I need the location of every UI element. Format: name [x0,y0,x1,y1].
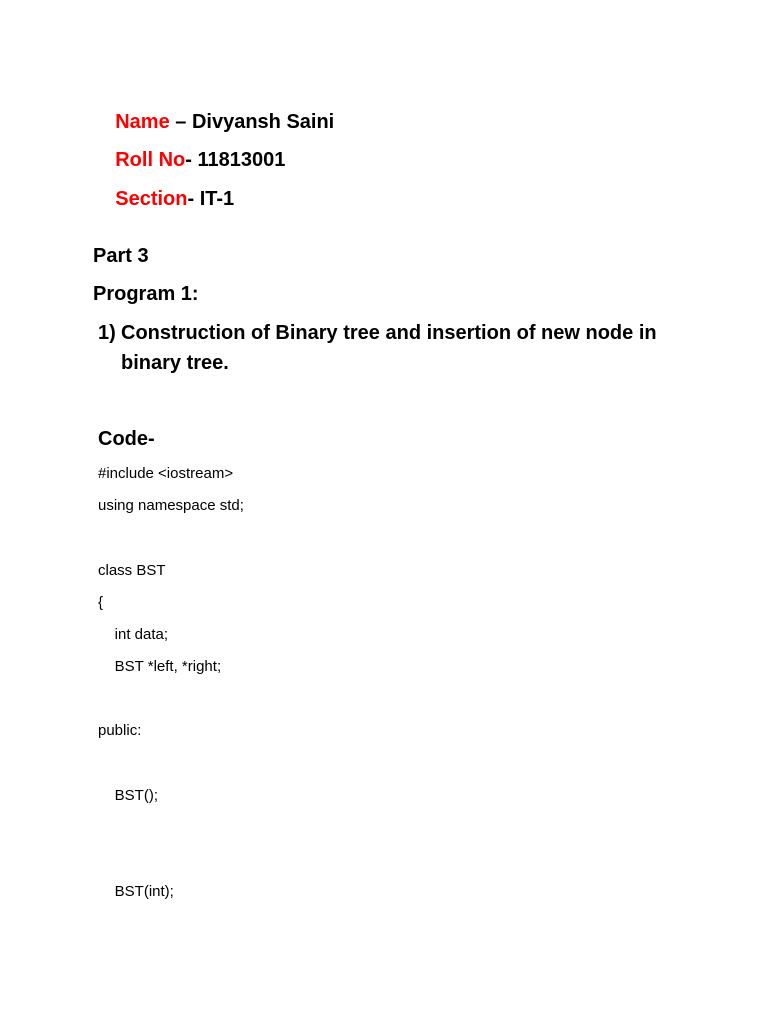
code-line: BST *left, *right; [98,658,222,675]
code-line: { [98,594,104,611]
code-line: public: [98,722,142,739]
section-value: - IT-1 [187,188,235,210]
task-number: 1) [98,322,116,344]
part-heading: Part 3 [93,245,149,267]
code-line: BST(); [98,787,158,804]
name-label: Name [115,111,170,133]
roll-value: - 11813001 [185,149,286,171]
code-line: BST(int); [98,883,174,900]
code-line: int data; [98,626,169,643]
roll-label: Roll No [115,149,186,171]
name-value: – Divyansh Saini [169,111,335,133]
code-line: #include <iostream> [98,465,234,482]
section-label: Section [115,188,188,210]
task-text: Construction of Binary tree and insertion of new node in binary tree. [121,322,657,374]
code-line: using namespace std; [98,497,244,514]
code-heading: Code- [98,428,155,450]
program-heading: Program 1: [93,283,199,305]
section-line [93,169,234,229]
code-line: class BST [98,562,166,579]
